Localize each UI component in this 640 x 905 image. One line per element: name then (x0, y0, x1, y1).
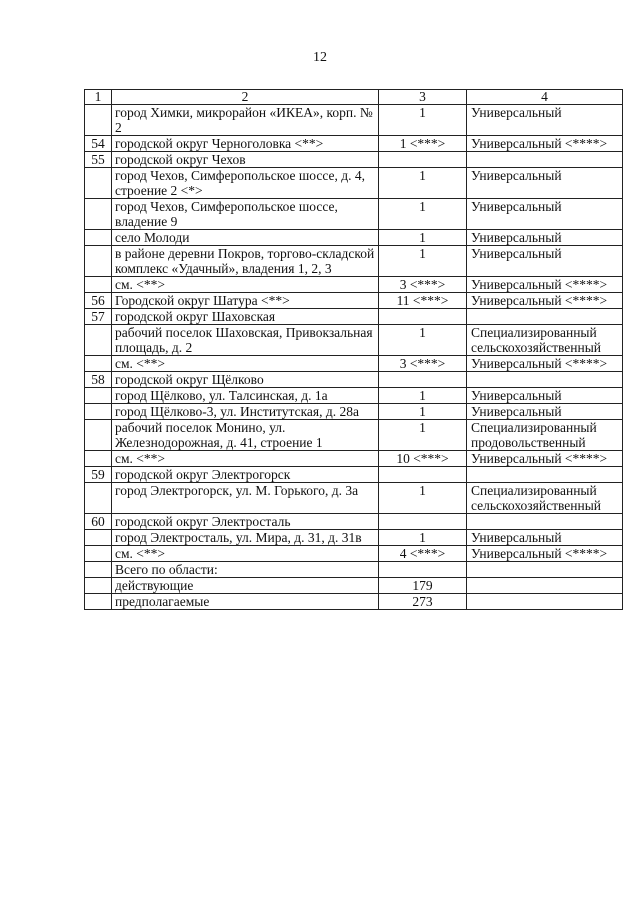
row-number (85, 388, 112, 404)
row-number: 55 (85, 152, 112, 168)
row-count (379, 562, 467, 578)
row-number (85, 199, 112, 230)
row-address: городской округ Шаховская (112, 309, 379, 325)
row-type: Универсальный <****> (467, 356, 623, 372)
row-count: 11 <***> (379, 293, 467, 309)
table-row (85, 136, 623, 152)
row-count: 1 (379, 246, 467, 277)
row-count: 1 (379, 168, 467, 199)
row-count (379, 309, 467, 325)
row-count: 1 (379, 199, 467, 230)
row-address: см. <**> (112, 356, 379, 372)
row-number (85, 168, 112, 199)
row-address: городской округ Черноголовка <**> (112, 136, 379, 152)
row-type (467, 309, 623, 325)
header-cell-1: 1 (85, 90, 112, 105)
row-type: Универсальный (467, 199, 623, 230)
row-address: рабочий поселок Монино, ул. Железнодорожная, д. 41, строение 1 (112, 420, 379, 451)
table-row (85, 388, 623, 404)
row-type (467, 594, 623, 610)
row-type: Специализированный сельскохозяйственный (467, 325, 623, 356)
row-number (85, 483, 112, 514)
table-row (85, 530, 623, 546)
table-row (85, 325, 623, 356)
row-address: предполагаемые (112, 594, 379, 610)
row-address: см. <**> (112, 277, 379, 293)
row-type (467, 562, 623, 578)
row-type: Универсальный (467, 530, 623, 546)
header-cell-2: 2 (112, 90, 379, 105)
row-count (379, 514, 467, 530)
row-count: 1 (379, 230, 467, 246)
row-number (85, 246, 112, 277)
row-number: 57 (85, 309, 112, 325)
row-type: Универсальный <****> (467, 293, 623, 309)
row-address: город Электрогорск, ул. М. Горького, д. 3а (112, 483, 379, 514)
row-count: 1 (379, 530, 467, 546)
row-type: Универсальный (467, 230, 623, 246)
row-address: рабочий поселок Шаховская, Привокзальная площадь, д. 2 (112, 325, 379, 356)
row-number: 56 (85, 293, 112, 309)
row-address: городской округ Чехов (112, 152, 379, 168)
row-number: 59 (85, 467, 112, 483)
row-number (85, 546, 112, 562)
row-count: 1 (379, 325, 467, 356)
row-number: 58 (85, 372, 112, 388)
row-address: в районе деревни Покров, торгово-складской комплекс «Удачный», владения 1, 2, 3 (112, 246, 379, 277)
table-row (85, 293, 623, 309)
row-count (379, 372, 467, 388)
header-cell-3: 3 (379, 90, 467, 105)
table-row (85, 277, 623, 293)
row-number (85, 105, 112, 136)
row-address: город Электросталь, ул. Мира, д. 31, д. 31в (112, 530, 379, 546)
table-body (85, 105, 623, 610)
row-count: 3 <***> (379, 277, 467, 293)
table-row (85, 404, 623, 420)
row-type: Универсальный (467, 105, 623, 136)
row-type: Универсальный (467, 388, 623, 404)
row-type (467, 514, 623, 530)
row-type: Универсальный (467, 246, 623, 277)
row-number (85, 578, 112, 594)
row-address: город Чехов, Симферопольское шоссе, д. 4, строение 2 <*> (112, 168, 379, 199)
row-number (85, 451, 112, 467)
table-row (85, 309, 623, 325)
page-number: 12 (313, 50, 327, 65)
row-type: Универсальный <****> (467, 277, 623, 293)
row-count: 179 (379, 578, 467, 594)
table-row (85, 230, 623, 246)
table-header-row (85, 90, 623, 105)
row-count (379, 467, 467, 483)
row-type: Универсальный <****> (467, 451, 623, 467)
row-address: действующие (112, 578, 379, 594)
table-row (85, 105, 623, 136)
row-type (467, 152, 623, 168)
row-count (379, 152, 467, 168)
row-number: 54 (85, 136, 112, 152)
row-number (85, 420, 112, 451)
table-row (85, 451, 623, 467)
row-type: Универсальный (467, 404, 623, 420)
row-count: 4 <***> (379, 546, 467, 562)
row-address: город Химки, микрорайон «ИКЕА», корп. № 2 (112, 105, 379, 136)
row-count: 10 <***> (379, 451, 467, 467)
row-address: город Щёлково-3, ул. Институтская, д. 28а (112, 404, 379, 420)
row-number (85, 404, 112, 420)
table-row (85, 420, 623, 451)
row-count: 1 (379, 388, 467, 404)
table-row (85, 199, 623, 230)
table-row (85, 152, 623, 168)
row-number (85, 325, 112, 356)
row-address: городской округ Электрогорск (112, 467, 379, 483)
row-address: см. <**> (112, 546, 379, 562)
table-row (85, 483, 623, 514)
table-row (85, 168, 623, 199)
row-type: Специализированный продовольственный (467, 420, 623, 451)
row-type: Универсальный <****> (467, 546, 623, 562)
table-row (85, 594, 623, 610)
row-address: городской округ Электросталь (112, 514, 379, 530)
row-address: город Чехов, Симферопольское шоссе, владение 9 (112, 199, 379, 230)
row-count: 1 (379, 420, 467, 451)
table-row (85, 546, 623, 562)
row-type: Специализированный сельскохозяйственный (467, 483, 623, 514)
row-address: городской округ Щёлково (112, 372, 379, 388)
table-row (85, 372, 623, 388)
row-address: Всего по области: (112, 562, 379, 578)
row-count: 1 (379, 483, 467, 514)
row-number (85, 562, 112, 578)
markets-table (84, 89, 623, 610)
table-row (85, 356, 623, 372)
row-type: Универсальный <****> (467, 136, 623, 152)
row-number (85, 530, 112, 546)
row-number (85, 356, 112, 372)
row-number (85, 230, 112, 246)
table-row (85, 562, 623, 578)
row-count: 3 <***> (379, 356, 467, 372)
row-address: село Молоди (112, 230, 379, 246)
header-cell-4: 4 (467, 90, 623, 105)
row-count: 1 (379, 404, 467, 420)
row-number: 60 (85, 514, 112, 530)
row-count: 273 (379, 594, 467, 610)
row-type (467, 467, 623, 483)
row-type: Универсальный (467, 168, 623, 199)
table-row (85, 246, 623, 277)
table-row (85, 514, 623, 530)
row-type (467, 372, 623, 388)
row-count: 1 (379, 105, 467, 136)
row-address: город Щёлково, ул. Талсинская, д. 1а (112, 388, 379, 404)
table-row (85, 578, 623, 594)
table-row (85, 467, 623, 483)
row-count: 1 <***> (379, 136, 467, 152)
row-number (85, 277, 112, 293)
row-address: см. <**> (112, 451, 379, 467)
row-type (467, 578, 623, 594)
row-address: Городской округ Шатура <**> (112, 293, 379, 309)
row-number (85, 594, 112, 610)
